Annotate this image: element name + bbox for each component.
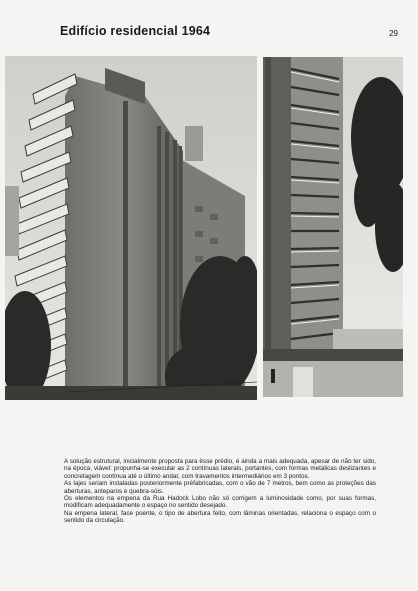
building-front-photo <box>5 56 257 400</box>
page-title: Edifício residencial 1964 <box>60 24 211 38</box>
paragraph: Os elementos na empena da Rua Hadock Lobo não só corrigem a luminosidade como, por suas formas, modificam adequadamente o espaço no sentido desejado. <box>64 495 376 510</box>
page-number: 29 <box>389 29 398 38</box>
body-text <box>64 458 376 525</box>
paragraph: As lajes seriam instaladas posteriormente préfabricadas, com o vão de 7 metros, bem como as proteções das aberturas, anteparos e quebra-sóis. <box>64 480 376 495</box>
paragraph: Na empena lateral, face poente, o tipo de abertura feito, com lâminas orientadas, relaciona o espaço com o sentido da circulação. <box>64 509 376 525</box>
building-side-photo <box>263 57 403 397</box>
paragraph: A solução estrutural, inicialmente proposta para êsse prédio, é ainda a mais adequada, apesar de não ter sido, na época, viável: propunha-se executar as 2 contínuas laterais, portantes, com formas metálicas deslizantes e concretagem contínua até o último andar, com travamentos intermediários em 3 pontos. <box>64 458 376 480</box>
